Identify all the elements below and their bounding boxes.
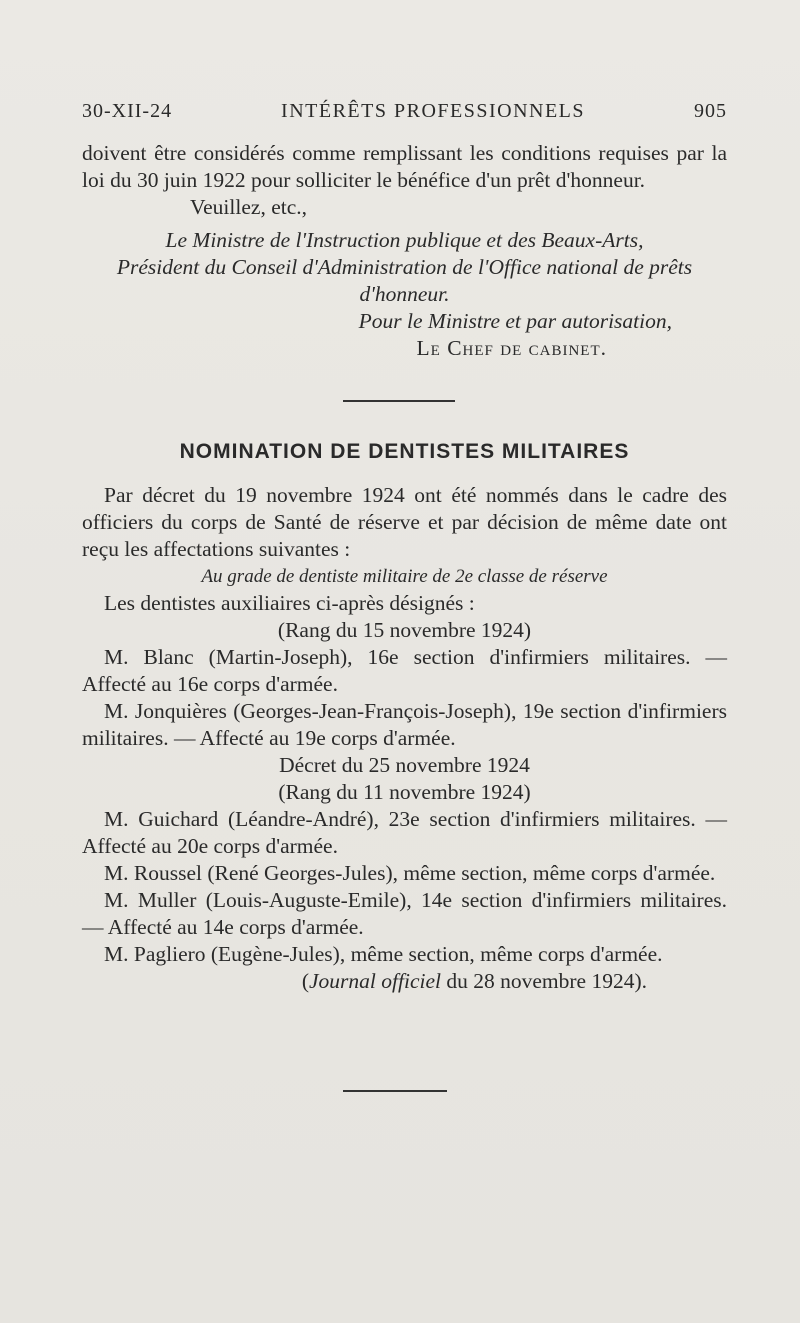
entry-jonquieres: M. Jonquières (Georges-Jean-François-Joseph), 19e section d'infirmiers militaires. — Affecté au 19e corps d'armée. xyxy=(82,699,727,750)
nominations-block xyxy=(82,482,727,995)
designated-line: Les dentistes auxiliaires ci-après désignés : xyxy=(104,591,475,615)
intro-paragraph: doivent être considérés comme remplissant les conditions requises par la loi du 30 juin 1922 pour solliciter le bénéfice d'un prêt d'honneur. xyxy=(82,141,727,192)
page-number: 905 xyxy=(693,100,727,122)
end-divider xyxy=(343,1090,447,1092)
running-header xyxy=(82,100,727,123)
entry-pagliero: M. Pagliero (Eugène-Jules), même section, même corps d'armée. xyxy=(104,942,663,966)
entry-roussel: M. Roussel (René Georges-Jules), même section, même corps d'armée. xyxy=(104,861,716,885)
rang-first: (Rang du 15 novembre 1924) xyxy=(277,618,532,642)
lead-paragraph: Par décret du 19 novembre 1924 ont été nommés dans le cadre des officiers du corps de Santé de réserve et par décision de même date ont reçu les affectations suivantes : xyxy=(82,483,727,561)
entry-blanc: M. Blanc (Martin-Joseph), 16e section d'infirmiers militaires. — Affecté au 16e corps d'armée. xyxy=(82,645,727,696)
signature-authorization: Pour le Ministre et par autorisation, xyxy=(358,309,672,333)
signature-minister: Le Ministre de l'Instruction publique et des Beaux-Arts, xyxy=(165,228,644,252)
decree-second: Décret du 25 novembre 1924 xyxy=(279,753,530,777)
section-divider xyxy=(343,400,455,402)
entry-guichard: M. Guichard (Léandre-André), 23e section d'infirmiers militaires. — Affecté au 20e corps d'armée. xyxy=(82,807,727,858)
source-citation: (Journal officiel du 28 novembre 1924). xyxy=(301,969,647,993)
header-date: 30-XII-24 xyxy=(82,100,173,122)
entry-muller: M. Muller (Louis-Auguste-Emile), 14e section d'infirmiers militaires. — Affecté au 14e corps d'armée. xyxy=(82,888,727,939)
header-title: INTÉRÊTS PROFESSIONNELS xyxy=(281,100,586,122)
source-journal: Journal officiel xyxy=(309,969,441,993)
intro-block xyxy=(82,140,727,362)
signature-chef-cabinet: Le Chef de cabinet. xyxy=(416,336,607,360)
closing-formula: Veuillez, etc., xyxy=(190,195,308,219)
source-date: du 28 novembre 1924). xyxy=(440,969,647,993)
signature-president: Président du Conseil d'Administration de l'Office national de prêts d'honneur. xyxy=(116,255,693,306)
grade-heading: Au grade de dentiste militaire de 2e classe de réserve xyxy=(201,566,608,587)
rang-second: (Rang du 11 novembre 1924) xyxy=(278,780,531,804)
section-title: NOMINATION DE DENTISTES MILITAIRES xyxy=(179,440,630,463)
